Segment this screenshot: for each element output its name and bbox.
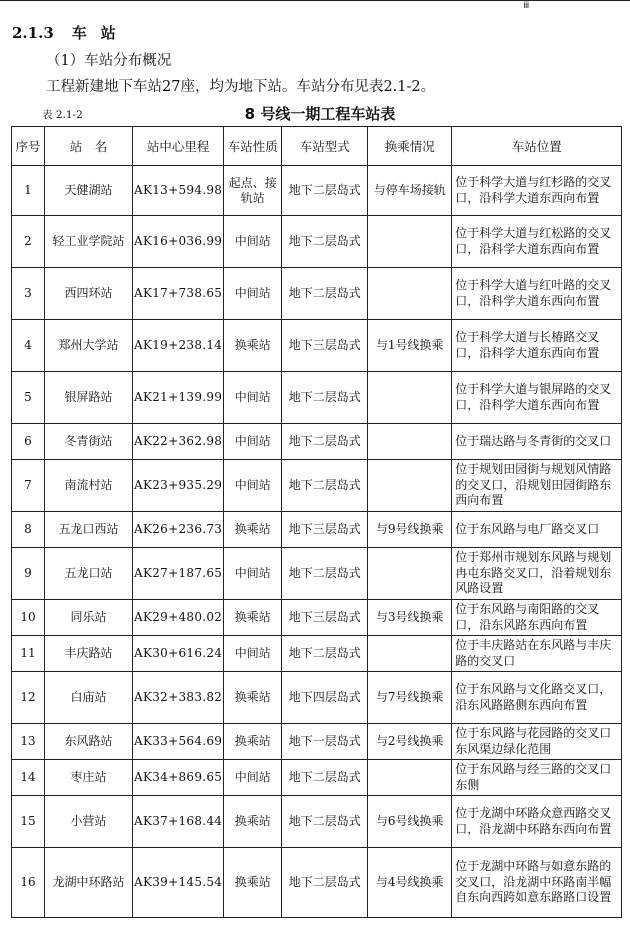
- station-type: 地下二层岛式: [282, 424, 368, 460]
- row-number: 11: [12, 636, 45, 672]
- transfer-info: [368, 548, 452, 600]
- station-name: 东风路站: [45, 724, 133, 760]
- station-location: 位于东风路与电厂路交叉口: [452, 512, 622, 548]
- station-nature: 中间站: [224, 460, 282, 512]
- station-type: 地下二层岛式: [282, 268, 368, 320]
- row-number: 8: [12, 512, 45, 548]
- center-mileage: AK21+139.99: [133, 372, 224, 424]
- center-mileage: AK30+616.24: [133, 636, 224, 672]
- column-header: 车站性质: [224, 127, 282, 166]
- row-number: 12: [12, 672, 45, 724]
- station-nature: 中间站: [224, 268, 282, 320]
- table-body: [12, 166, 622, 918]
- station-location: 位于东风路与经三路的交叉口东侧: [452, 760, 622, 796]
- table-row: [12, 724, 622, 760]
- station-name: 枣庄站: [45, 760, 133, 796]
- station-name: 五龙口站: [45, 548, 133, 600]
- station-name: 小营站: [45, 796, 133, 848]
- row-number: 5: [12, 372, 45, 424]
- transfer-info: [368, 460, 452, 512]
- station-location: 位于瑞达路与冬青街的交叉口: [452, 424, 622, 460]
- station-location: 位于东风路与文化路交叉口，沿东风路路侧东西向布置: [452, 672, 622, 724]
- center-mileage: AK39+145.54: [133, 848, 224, 918]
- station-nature: 换乘站: [224, 796, 282, 848]
- station-nature: 换乘站: [224, 320, 282, 372]
- center-mileage: AK19+238.14: [133, 320, 224, 372]
- column-header: 车站位置: [452, 127, 622, 166]
- station-table: [11, 126, 622, 918]
- table-row: [12, 672, 622, 724]
- station-nature: 中间站: [224, 636, 282, 672]
- station-name: 西四环站: [45, 268, 133, 320]
- station-location: 位于东风路与南阳路的交叉口，沿东风路东西向布置: [452, 600, 622, 636]
- station-type: 地下二层岛式: [282, 796, 368, 848]
- row-number: 13: [12, 724, 45, 760]
- transfer-info: 与7号线换乘: [368, 672, 452, 724]
- transfer-info: 与2号线换乘: [368, 724, 452, 760]
- row-number: 3: [12, 268, 45, 320]
- transfer-info: [368, 424, 452, 460]
- transfer-info: [368, 268, 452, 320]
- station-location: 位于科学大道与红杉路的交叉口，沿科学大道东西向布置: [452, 166, 622, 216]
- station-location: 位于科学大道与红叶路的交叉口，沿科学大道东西向布置: [452, 268, 622, 320]
- table-row: [12, 636, 622, 672]
- row-number: 14: [12, 760, 45, 796]
- column-header: 车站型式: [282, 127, 368, 166]
- station-type: 地下三层岛式: [282, 512, 368, 548]
- station-nature: 换乘站: [224, 672, 282, 724]
- station-name: 龙湖中环路站: [45, 848, 133, 918]
- station-type: 地下二层岛式: [282, 548, 368, 600]
- table-row: [12, 320, 622, 372]
- center-mileage: AK37+168.44: [133, 796, 224, 848]
- row-number: 6: [12, 424, 45, 460]
- station-location: 位于科学大道与银屏路的交叉口，沿科学大道东西向布置: [452, 372, 622, 424]
- table-row: [12, 760, 622, 796]
- station-location: 位于丰庆路站在东风路与丰庆路的交叉口: [452, 636, 622, 672]
- column-header: 站中心里程: [133, 127, 224, 166]
- station-location: 位于科学大道与长椿路交叉口，沿科学大道东西向布置: [452, 320, 622, 372]
- table-title: 8 号线一期工程车站表: [244, 105, 396, 123]
- table-row: [12, 268, 622, 320]
- corner-mark: ⅲ: [523, 0, 530, 11]
- table-row: [12, 848, 622, 918]
- transfer-info: 与1号线换乘: [368, 320, 452, 372]
- station-nature: 起点、接轨站: [224, 166, 282, 216]
- station-type: 地下二层岛式: [282, 460, 368, 512]
- station-location: 位于规划田园街与规划风情路的交叉口，沿规划田园街路东西向布置: [452, 460, 622, 512]
- station-type: 地下三层岛式: [282, 600, 368, 636]
- station-name: 白庙站: [45, 672, 133, 724]
- transfer-info: 与3号线换乘: [368, 600, 452, 636]
- center-mileage: AK34+869.65: [133, 760, 224, 796]
- row-number: 2: [12, 216, 45, 268]
- station-type: 地下四层岛式: [282, 672, 368, 724]
- section-number: 2.1.3: [12, 24, 54, 42]
- table-row: [12, 796, 622, 848]
- station-name: 轻工业学院站: [45, 216, 133, 268]
- column-header: 换乘情况: [368, 127, 452, 166]
- station-location: 位于龙湖中环路与如意东路的交叉口，沿龙湖中环路南半幅自东向西跨如意东路路口设置: [452, 848, 622, 918]
- row-number: 9: [12, 548, 45, 600]
- station-location: 位于东风路与花园路的交叉口东风渠边绿化范围: [452, 724, 622, 760]
- section-heading: [12, 22, 130, 43]
- station-type: 地下三层岛式: [282, 320, 368, 372]
- station-name: 天健湖站: [45, 166, 133, 216]
- station-name: 同乐站: [45, 600, 133, 636]
- station-nature: 中间站: [224, 372, 282, 424]
- center-mileage: AK17+738.65: [133, 268, 224, 320]
- station-type: 地下二层岛式: [282, 636, 368, 672]
- transfer-info: [368, 636, 452, 672]
- station-location: 位于科学大道与红松路的交叉口，沿科学大道东西向布置: [452, 216, 622, 268]
- transfer-info: 与4号线换乘: [368, 848, 452, 918]
- top-rule: [0, 0, 630, 1]
- station-nature: 换乘站: [224, 724, 282, 760]
- center-mileage: AK13+594.98: [133, 166, 224, 216]
- station-nature: 中间站: [224, 548, 282, 600]
- station-type: 地下一层岛式: [282, 724, 368, 760]
- station-location: 位于郑州市规划东风路与规划冉屯东路交叉口，沿着规划东风路设置: [452, 548, 622, 600]
- center-mileage: AK33+564.69: [133, 724, 224, 760]
- station-nature: 中间站: [224, 216, 282, 268]
- row-number: 7: [12, 460, 45, 512]
- column-header: 站 名: [45, 127, 133, 166]
- station-nature: 中间站: [224, 424, 282, 460]
- center-mileage: AK32+383.82: [133, 672, 224, 724]
- section-title: 车站: [71, 24, 130, 42]
- table-row: [12, 512, 622, 548]
- center-mileage: AK29+480.02: [133, 600, 224, 636]
- station-type: 地下二层岛式: [282, 372, 368, 424]
- table-row: [12, 548, 622, 600]
- row-number: 4: [12, 320, 45, 372]
- table-row: [12, 424, 622, 460]
- table-header-row: [12, 127, 622, 166]
- station-name: 冬青街站: [45, 424, 133, 460]
- center-mileage: AK16+036.99: [133, 216, 224, 268]
- transfer-info: 与9号线换乘: [368, 512, 452, 548]
- row-number: 15: [12, 796, 45, 848]
- table-row: [12, 460, 622, 512]
- center-mileage: AK22+362.98: [133, 424, 224, 460]
- row-number: 10: [12, 600, 45, 636]
- table-row: [12, 216, 622, 268]
- paragraph: 工程新建地下车站27座，均为地下站。车站分布见表2.1-2。: [46, 79, 436, 95]
- transfer-info: [368, 760, 452, 796]
- row-number: 1: [12, 166, 45, 216]
- transfer-info: [368, 216, 452, 268]
- column-header: 序号: [12, 127, 45, 166]
- transfer-info: 与6号线换乘: [368, 796, 452, 848]
- station-name: 南流村站: [45, 460, 133, 512]
- station-nature: 换乘站: [224, 848, 282, 918]
- station-name: 银屏路站: [45, 372, 133, 424]
- row-number: 16: [12, 848, 45, 918]
- table-row: [12, 166, 622, 216]
- table-number: 表 2.1-2: [42, 109, 83, 121]
- station-nature: 中间站: [224, 760, 282, 796]
- station-nature: 换乘站: [224, 512, 282, 548]
- station-type: 地下二层岛式: [282, 848, 368, 918]
- table-row: [12, 372, 622, 424]
- station-name: 郑州大学站: [45, 320, 133, 372]
- station-name: 丰庆路站: [45, 636, 133, 672]
- station-type: 地下二层岛式: [282, 166, 368, 216]
- station-type: 地下二层岛式: [282, 216, 368, 268]
- station-type: 地下二层岛式: [282, 760, 368, 796]
- transfer-info: [368, 372, 452, 424]
- center-mileage: AK26+236.73: [133, 512, 224, 548]
- subsection-heading: （1）车站分布概况: [46, 53, 172, 69]
- transfer-info: 与停车场接轨: [368, 166, 452, 216]
- station-nature: 换乘站: [224, 600, 282, 636]
- table-row: [12, 600, 622, 636]
- center-mileage: AK23+935.29: [133, 460, 224, 512]
- center-mileage: AK27+187.65: [133, 548, 224, 600]
- station-location: 位于龙湖中环路众意西路交叉口，沿龙湖中环路东西向布置: [452, 796, 622, 848]
- station-name: 五龙口西站: [45, 512, 133, 548]
